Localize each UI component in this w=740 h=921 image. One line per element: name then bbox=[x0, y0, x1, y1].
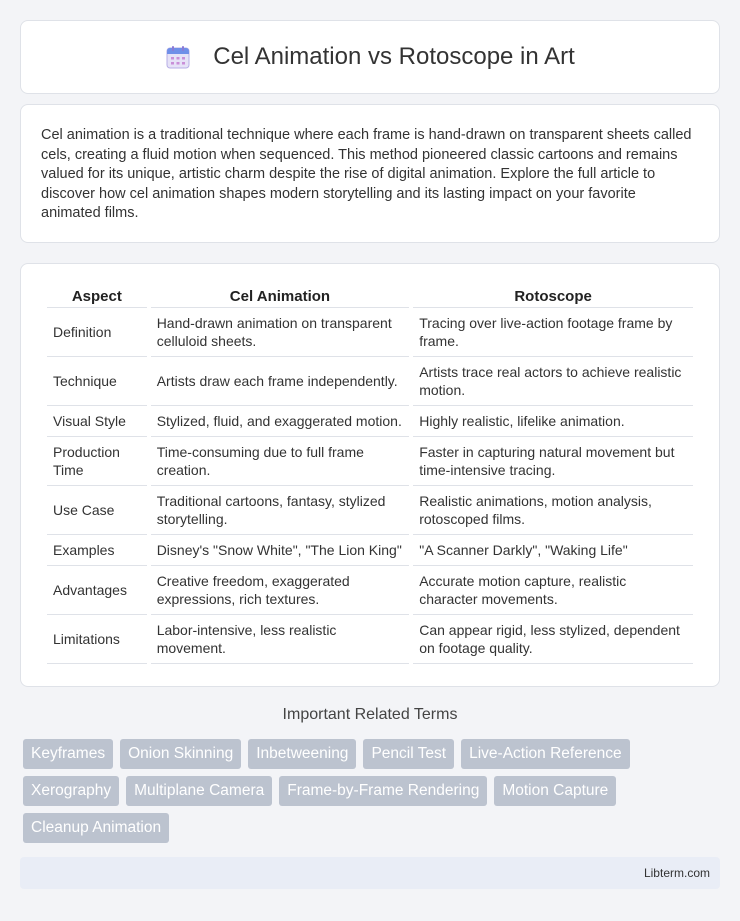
intro-card bbox=[20, 104, 720, 243]
tag-onion-skinning[interactable]: Onion Skinning bbox=[120, 739, 241, 769]
table-row bbox=[47, 535, 693, 566]
comparison-card bbox=[20, 263, 720, 687]
row-cel-value: Labor-intensive, less realistic movement. bbox=[151, 615, 410, 664]
intro-text: Cel animation is a traditional technique where each frame is hand-drawn on transparent sheets called cels, creating a fluid motion when sequenced. This method pioneered classic cartoons and remains valued for its unique, artistic charm despite the rise of digital animation. Explore the full article to discover how cel animation shapes modern storytelling and its lasting impact on your favorite animated films. bbox=[41, 127, 692, 222]
footer-site-link[interactable]: Libterm.com bbox=[643, 866, 710, 880]
row-aspect: Limitations bbox=[47, 615, 147, 664]
table-row bbox=[47, 615, 693, 664]
related-terms-title: Important Related Terms bbox=[282, 706, 458, 723]
table-row bbox=[47, 406, 693, 437]
row-roto-value: Accurate motion capture, realistic character movements. bbox=[413, 566, 693, 615]
tag-motion-capture[interactable]: Motion Capture bbox=[494, 776, 616, 806]
footer bbox=[20, 857, 720, 889]
row-cel-value: Traditional cartoons, fantasy, stylized storytelling. bbox=[151, 486, 410, 535]
header-rotoscope: Rotoscope bbox=[413, 284, 693, 308]
row-aspect: Definition bbox=[47, 308, 147, 357]
row-roto-value: Tracing over live-action footage frame by frame. bbox=[413, 308, 693, 357]
row-roto-value: "A Scanner Darkly", "Waking Life" bbox=[413, 535, 693, 566]
calendar-icon bbox=[165, 44, 191, 70]
row-aspect: Examples bbox=[47, 535, 147, 566]
tag-multiplane-camera[interactable]: Multiplane Camera bbox=[126, 776, 272, 806]
tag-inbetweening[interactable]: Inbetweening bbox=[248, 739, 356, 769]
row-aspect: Production Time bbox=[47, 437, 147, 486]
tag-xerography[interactable]: Xerography bbox=[23, 776, 119, 806]
row-aspect: Technique bbox=[47, 357, 147, 406]
row-cel-value: Disney's "Snow White", "The Lion King" bbox=[151, 535, 410, 566]
row-cel-value: Hand-drawn animation on transparent celluloid sheets. bbox=[151, 308, 410, 357]
row-cel-value: Time-consuming due to full frame creation. bbox=[151, 437, 410, 486]
table-row bbox=[47, 566, 693, 615]
header-cel-animation: Cel Animation bbox=[151, 284, 410, 308]
related-terms-list bbox=[23, 739, 723, 843]
row-roto-value: Faster in capturing natural movement but time-intensive tracing. bbox=[413, 437, 693, 486]
row-roto-value: Artists trace real actors to achieve realistic motion. bbox=[413, 357, 693, 406]
row-cel-value: Stylized, fluid, and exaggerated motion. bbox=[151, 406, 410, 437]
tag-pencil-test[interactable]: Pencil Test bbox=[363, 739, 454, 769]
row-roto-value: Realistic animations, motion analysis, rotoscoped films. bbox=[413, 486, 693, 535]
tag-keyframes[interactable]: Keyframes bbox=[23, 739, 113, 769]
row-roto-value: Can appear rigid, less stylized, dependent on footage quality. bbox=[413, 615, 693, 664]
table-row bbox=[47, 357, 693, 406]
row-aspect: Advantages bbox=[47, 566, 147, 615]
tag-live-action-reference[interactable]: Live-Action Reference bbox=[461, 739, 630, 769]
table-row bbox=[47, 486, 693, 535]
tag-frame-by-frame-rendering[interactable]: Frame-by-Frame Rendering bbox=[279, 776, 487, 806]
header-aspect: Aspect bbox=[47, 284, 147, 308]
table-row bbox=[47, 308, 693, 357]
comparison-table bbox=[43, 284, 697, 664]
row-cel-value: Creative freedom, exaggerated expressions, rich textures. bbox=[151, 566, 410, 615]
tag-cleanup-animation[interactable]: Cleanup Animation bbox=[23, 813, 169, 843]
page-title: Cel Animation vs Rotoscope in Art bbox=[213, 43, 575, 70]
table-header-row bbox=[47, 284, 693, 308]
table-row bbox=[47, 437, 693, 486]
row-aspect: Visual Style bbox=[47, 406, 147, 437]
row-cel-value: Artists draw each frame independently. bbox=[151, 357, 410, 406]
row-roto-value: Highly realistic, lifelike animation. bbox=[413, 406, 693, 437]
row-aspect: Use Case bbox=[47, 486, 147, 535]
title-card bbox=[20, 20, 720, 94]
